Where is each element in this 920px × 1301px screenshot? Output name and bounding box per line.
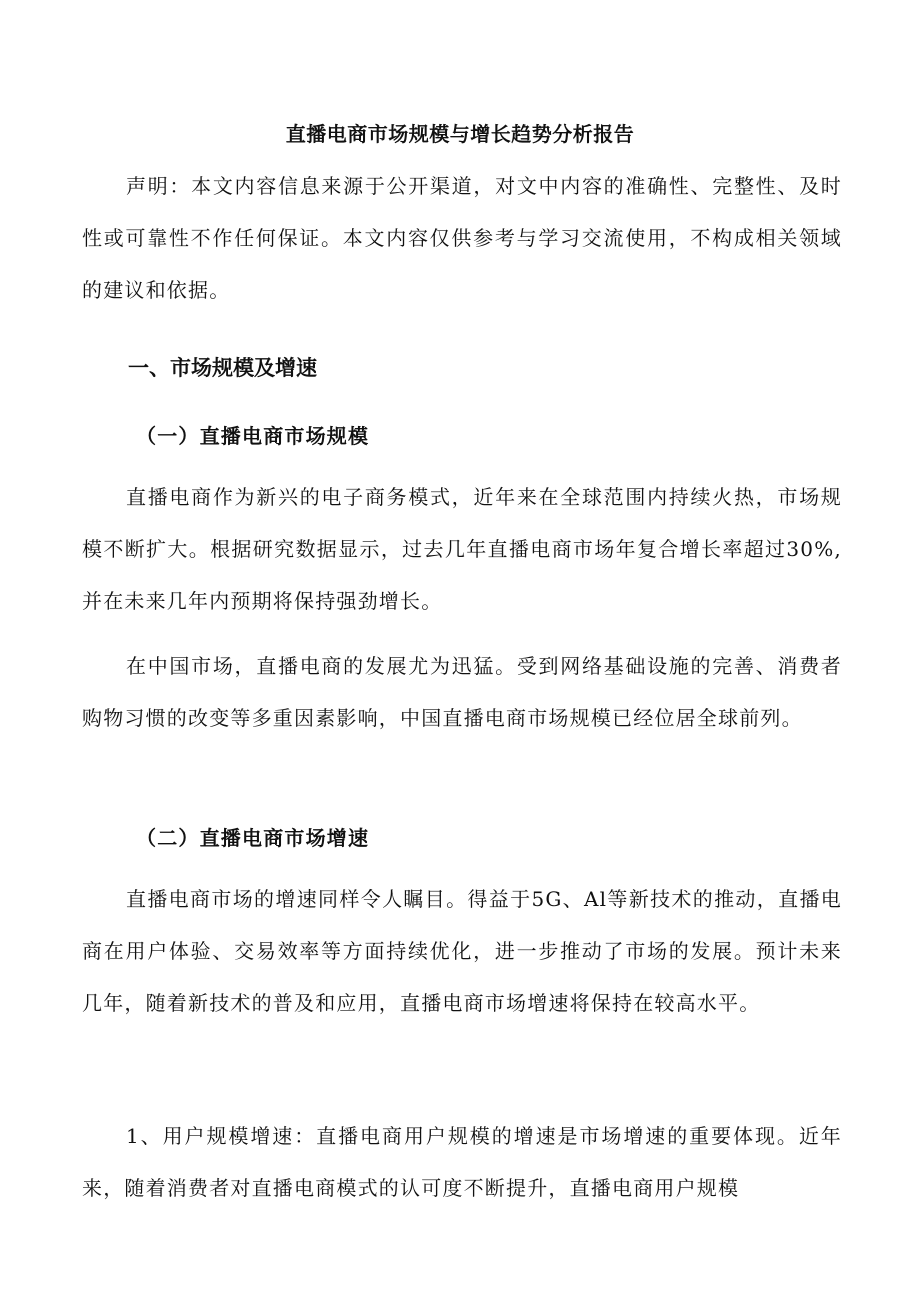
paragraph-growth-rate-1: 直播电商市场的增速同样令人瞩目。得益于5G、Al等新技术的推动，直播电商在用户体验、交易效率等方面持续优化，进一步推动了市场的发展。预计未来几年，随着新技术的普及和应用，直播电商市场增速将保持在较高水平。 — [82, 887, 842, 1015]
paragraph-market-size-2: 在中国市场，直播电商的发展尤为迅猛。受到网络基础设施的完善、消费者购物习惯的改变等多重因素影响，中国直播电商市场规模已经位居全球前列。 — [82, 654, 842, 730]
document-title: 直播电商市场规模与增长趋势分析报告 — [285, 122, 635, 146]
subsection-heading-growth-rate: （二）直播电商市场增速 — [136, 826, 370, 850]
subsection-heading-market-size: （一）直播电商市场规模 — [136, 424, 370, 448]
paragraph-market-size-1: 直播电商作为新兴的电子商务模式，近年来在全球范围内持续火热，市场规模不断扩大。根据研究数据显示，过去几年直播电商市场年复合增长率超过30%,并在未来几年内预期将保持强劲增长。 — [82, 485, 842, 613]
section-heading-market-size: 一、市场规模及增速 — [128, 356, 317, 380]
paragraph-user-growth: 1、用户规模增速：直播电商用户规模的增速是市场增速的重要体现。近年来，随着消费者对直播电商模式的认可度不断提升，直播电商用户规模 — [82, 1124, 842, 1200]
disclaimer-paragraph: 声明：本文内容信息来源于公开渠道，对文中内容的准确性、完整性、及时性或可靠性不作任何保证。本文内容仅供参考与学习交流使用，不构成相关领域的建议和依据。 — [82, 174, 842, 302]
